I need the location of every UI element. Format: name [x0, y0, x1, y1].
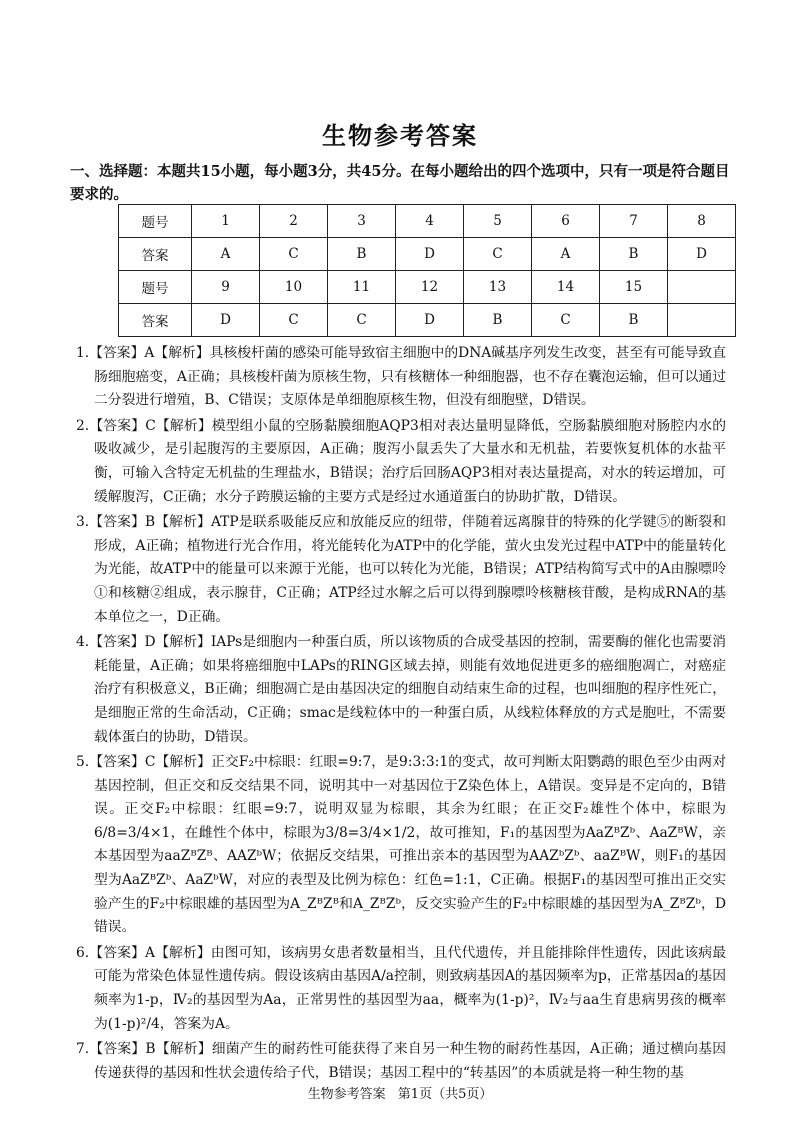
table-cell: [668, 271, 736, 304]
table-cell: D: [192, 304, 260, 337]
table-cell: 15: [600, 271, 668, 304]
table-cell: C: [532, 304, 600, 337]
table-cell: A: [532, 238, 600, 271]
table-cell: 2: [260, 205, 328, 238]
answer-table: [118, 204, 736, 337]
table-cell: 8: [668, 205, 736, 238]
table-cell: 10: [260, 271, 328, 304]
page-title: 生物参考答案: [322, 121, 478, 150]
table-cell: D: [396, 304, 464, 337]
explanation-7: 7.【答案】B【解析】细菌产生的耐药性可能获得了来自另一种生物的耐药性基因，A正确；通过横向基因传递获得的基因和性状会遗传给子代，B错误；基因工程中的“转基因”的本质就是将一种生物的基: [76, 1041, 726, 1081]
explanation-6: 6.【答案】A【解析】由图可知，该病男女患者数量相当，且代代遗传，并且能排除伴性遗传，因此该病最可能为常染色体显性遗传病。假设该病由基因A/a控制，则致病基因A的基因频率为p，正常基因a的基因频率为1-p，Ⅳ₂的基因型为Aa，正常男性的基因型为aa，概率为(1-p)²，Ⅳ₂与aa生育患病男孩的概率为(1-p)²/4，答案为A。: [76, 944, 726, 1032]
table-cell: B: [464, 304, 532, 337]
table-row: [119, 238, 736, 271]
table-cell: 4: [396, 205, 464, 238]
table-cell: D: [396, 238, 464, 271]
table-cell: 答案: [119, 238, 192, 271]
table-cell: 5: [464, 205, 532, 238]
table-cell: 1: [192, 205, 260, 238]
table-cell: 11: [328, 271, 396, 304]
table-cell: B: [600, 238, 668, 271]
footer-doc-name: 生物参考答案: [307, 1087, 386, 1102]
table-cell: 13: [464, 271, 532, 304]
table-cell: 3: [328, 205, 396, 238]
page-footer: [0, 1083, 800, 1102]
explanation-4: 4.【答案】D【解析】IAPs是细胞内一种蛋白质，所以该物质的合成受基因的控制，需要酶的催化也需要消耗能量，A正确；如果将癌细胞中LAPs的RING区域去掉，则能有效地促进更多的癌细胞凋亡，对癌症治疗有积极意义，B正确；细胞凋亡是由基因决定的细胞自动结束生命的过程，也叫细胞的程序性死亡，是细胞正常的生命活动，C正确；smac是线粒体中的一种蛋白质，从线粒体释放的方式是胞吐，不需要载体蛋白的协助，D错误。: [76, 634, 726, 745]
table-cell: 题号: [119, 205, 192, 238]
table-row: [119, 304, 736, 337]
table-cell: 7: [600, 205, 668, 238]
table-cell: 14: [532, 271, 600, 304]
table-cell: 题号: [119, 271, 192, 304]
footer-page-number: 第1页（共5页）: [397, 1087, 493, 1102]
table-cell: A: [192, 238, 260, 271]
table-cell: 12: [396, 271, 464, 304]
table-cell: B: [600, 304, 668, 337]
table-cell: D: [668, 238, 736, 271]
table-cell: B: [328, 238, 396, 271]
explanation-2: 2.【答案】C【解析】模型组小鼠的空肠黏膜细胞AQP3相对表达量明显降低，空肠黏膜细胞对肠腔内水的吸收减少，是引起腹泻的主要原因，A正确；腹泻小鼠丢失了大量水和无机盐，若要恢复机体的水盐平衡，可输入含特定无机盐的生理盐水，B错误；治疗后回肠AQP3相对表达量提高，对水的转运增加，可缓解腹泻，C正确；水分子跨膜运输的主要方式是经过水通道蛋白的协助扩散，D错误。: [76, 417, 726, 505]
table-cell: [668, 304, 736, 337]
table-cell: C: [260, 304, 328, 337]
table-cell: 答案: [119, 304, 192, 337]
explanation-5: 5.【答案】C【解析】正交F₂中棕眼：红眼=9:7，是9:3:3:1的变式，故可判断太阳鹦鹉的眼色至少由两对基因控制，但正交和反交结果不同，说明其中一对基因位于Z染色体上，A错误。变异是不定向的，B错误。正交F₂中棕眼：红眼=9:7，说明双显为棕眼，其余为红眼；在正交F₂雄性个体中，棕眼为6/8=3/4×1，在雌性个体中，棕眼为3/8=3/4×1/2，故可推知，F₁的基因型为AaZᴮZᵇ、AaZᴮW，亲本基因型为aaZᴮZᴮ、AAZᵇW；依据反交结果，可推出亲本的基因型为AAZᵇZᵇ、aaZᴮW，则F₁的基因型为AaZᴮZᵇ、AaZᵇW，对应的表型及比例为棕色：红色=1:1，C正确。根据F₁的基因型可推出正交实验产生的F₂中棕眼雄的基因型为A_ZᴮZᴮ和A_ZᴮZᵇ，反交实验产生的F₂中棕眼雄的基因型为A_ZᴮZᵇ，D错误。: [76, 754, 726, 936]
table-cell: C: [464, 238, 532, 271]
table-cell: 6: [532, 205, 600, 238]
table-cell: C: [260, 238, 328, 271]
table-row: [119, 271, 736, 304]
explanation-3: 3.【答案】B【解析】ATP是联系吸能反应和放能反应的纽带，伴随着远离腺苷的特殊的化学键⑤的断裂和形成，A正确；植物进行光合作用，将光能转化为ATP中的化学能，萤火虫发光过程中ATP中的能量转化为光能，故ATP中的能量可以来源于光能，也可以转化为光能，B错误；ATP结构简写式中的A由腺嘌呤①和核糖②组成，表示腺苷，C正确；ATP经过水解之后可以得到腺嘌呤核糖核苷酸，是构成RNA的基本单位之一，D正确。: [76, 514, 726, 625]
explanation-1: 1.【答案】A【解析】具核梭杆菌的感染可能导致宿主细胞中的DNA碱基序列发生改变，甚至有可能导致直肠细胞癌变，A正确；具核梭杆菌为原核生物，只有核糖体一种细胞器，也不存在囊泡运输，但可以通过二分裂进行增殖，B、C错误；支原体是单细胞原核生物，但没有细胞壁，D错误。: [76, 345, 726, 409]
table-cell: C: [328, 304, 396, 337]
table-cell: 9: [192, 271, 260, 304]
section-heading: 一、选择题：本题共15小题，每小题3分，共45分。在每小题给出的四个选项中，只有一项是符合题目要求的。: [70, 163, 730, 203]
explanations: [76, 342, 726, 1087]
table-row: [119, 205, 736, 238]
